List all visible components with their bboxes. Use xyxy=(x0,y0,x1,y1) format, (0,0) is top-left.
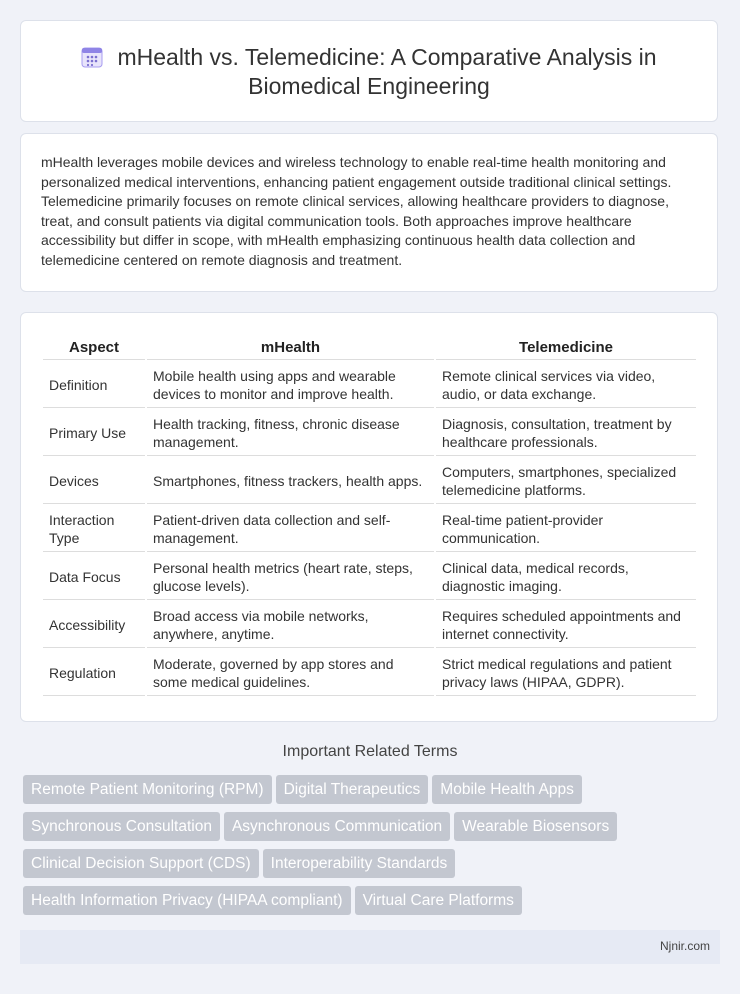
term-tag[interactable]: Digital Therapeutics xyxy=(276,775,429,804)
table-row xyxy=(43,458,696,504)
telemedicine-cell: Strict medical regulations and patient privacy laws (HIPAA, GDPR). xyxy=(436,650,696,696)
header-mhealth: mHealth xyxy=(147,335,434,360)
footer xyxy=(20,930,720,964)
related-terms-heading: Important Related Terms xyxy=(282,743,458,760)
table-row xyxy=(43,554,696,600)
mhealth-cell: Smartphones, fitness trackers, health apps. xyxy=(147,458,434,504)
term-tag[interactable]: Mobile Health Apps xyxy=(432,775,582,804)
aspect-cell: Definition xyxy=(43,362,145,408)
telemedicine-cell: Computers, smartphones, specialized telemedicine platforms. xyxy=(436,458,696,504)
table-row xyxy=(43,362,696,408)
mhealth-cell: Mobile health using apps and wearable devices to monitor and improve health. xyxy=(147,362,434,408)
comparison-table xyxy=(41,333,698,698)
term-tag[interactable]: Wearable Biosensors xyxy=(454,812,617,841)
telemedicine-cell: Requires scheduled appointments and internet connectivity. xyxy=(436,602,696,648)
term-tag[interactable]: Interoperability Standards xyxy=(263,849,456,878)
term-tag[interactable]: Clinical Decision Support (CDS) xyxy=(23,849,259,878)
mhealth-cell: Health tracking, fitness, chronic disease management. xyxy=(147,410,434,456)
page-title xyxy=(21,43,717,101)
table-row xyxy=(43,410,696,456)
header-telemedicine: Telemedicine xyxy=(436,335,696,360)
table-row xyxy=(43,602,696,648)
aspect-cell: Accessibility xyxy=(43,602,145,648)
aspect-cell: Devices xyxy=(43,458,145,504)
aspect-cell: Data Focus xyxy=(43,554,145,600)
telemedicine-cell: Diagnosis, consultation, treatment by healthcare professionals. xyxy=(436,410,696,456)
table-header-row xyxy=(43,335,696,360)
mhealth-cell: Personal health metrics (heart rate, steps, glucose levels). xyxy=(147,554,434,600)
footer-site-link[interactable]: Njnir.com xyxy=(659,939,710,953)
telemedicine-cell: Remote clinical services via video, audio, or data exchange. xyxy=(436,362,696,408)
mhealth-cell: Moderate, governed by app stores and some medical guidelines. xyxy=(147,650,434,696)
term-tag[interactable]: Virtual Care Platforms xyxy=(355,886,522,915)
mhealth-cell: Patient-driven data collection and self-management. xyxy=(147,506,434,552)
title-line-2: Biomedical Engineering xyxy=(248,73,490,99)
telemedicine-cell: Clinical data, medical records, diagnostic imaging. xyxy=(436,554,696,600)
title-card xyxy=(20,20,718,122)
intro-paragraph: mHealth leverages mobile devices and wireless technology to enable real-time health monitoring and personalized medical interventions, enhancing patient engagement outside traditional clinical settings. Telemedicine primarily focuses on remote clinical services, allowing healthcare providers to diagnose, treat, and consult patients via digital communication tools. Both approaches improve healthcare accessibility but differ in scope, with mHealth emphasizing continuous health data collection and telemedicine centered on remote diagnosis and treatment. xyxy=(41,154,672,268)
related-terms-list xyxy=(23,775,723,923)
table-row xyxy=(43,650,696,696)
mhealth-cell: Broad access via mobile networks, anywhere, anytime. xyxy=(147,602,434,648)
intro-card xyxy=(20,133,718,292)
aspect-cell: Regulation xyxy=(43,650,145,696)
term-tag[interactable]: Asynchronous Communication xyxy=(224,812,450,841)
telemedicine-cell: Real-time patient-provider communication. xyxy=(436,506,696,552)
term-tag[interactable]: Remote Patient Monitoring (RPM) xyxy=(23,775,272,804)
comparison-table-card xyxy=(20,312,718,722)
title-line-1: mHealth vs. Telemedicine: A Comparative Analysis in xyxy=(117,44,657,70)
aspect-cell: Primary Use xyxy=(43,410,145,456)
header-aspect: Aspect xyxy=(43,335,145,360)
calendar-grid-icon xyxy=(81,46,103,68)
term-tag[interactable]: Health Information Privacy (HIPAA compliant) xyxy=(23,886,351,915)
term-tag[interactable]: Synchronous Consultation xyxy=(23,812,220,841)
table-row xyxy=(43,506,696,552)
aspect-cell: Interaction Type xyxy=(43,506,145,552)
